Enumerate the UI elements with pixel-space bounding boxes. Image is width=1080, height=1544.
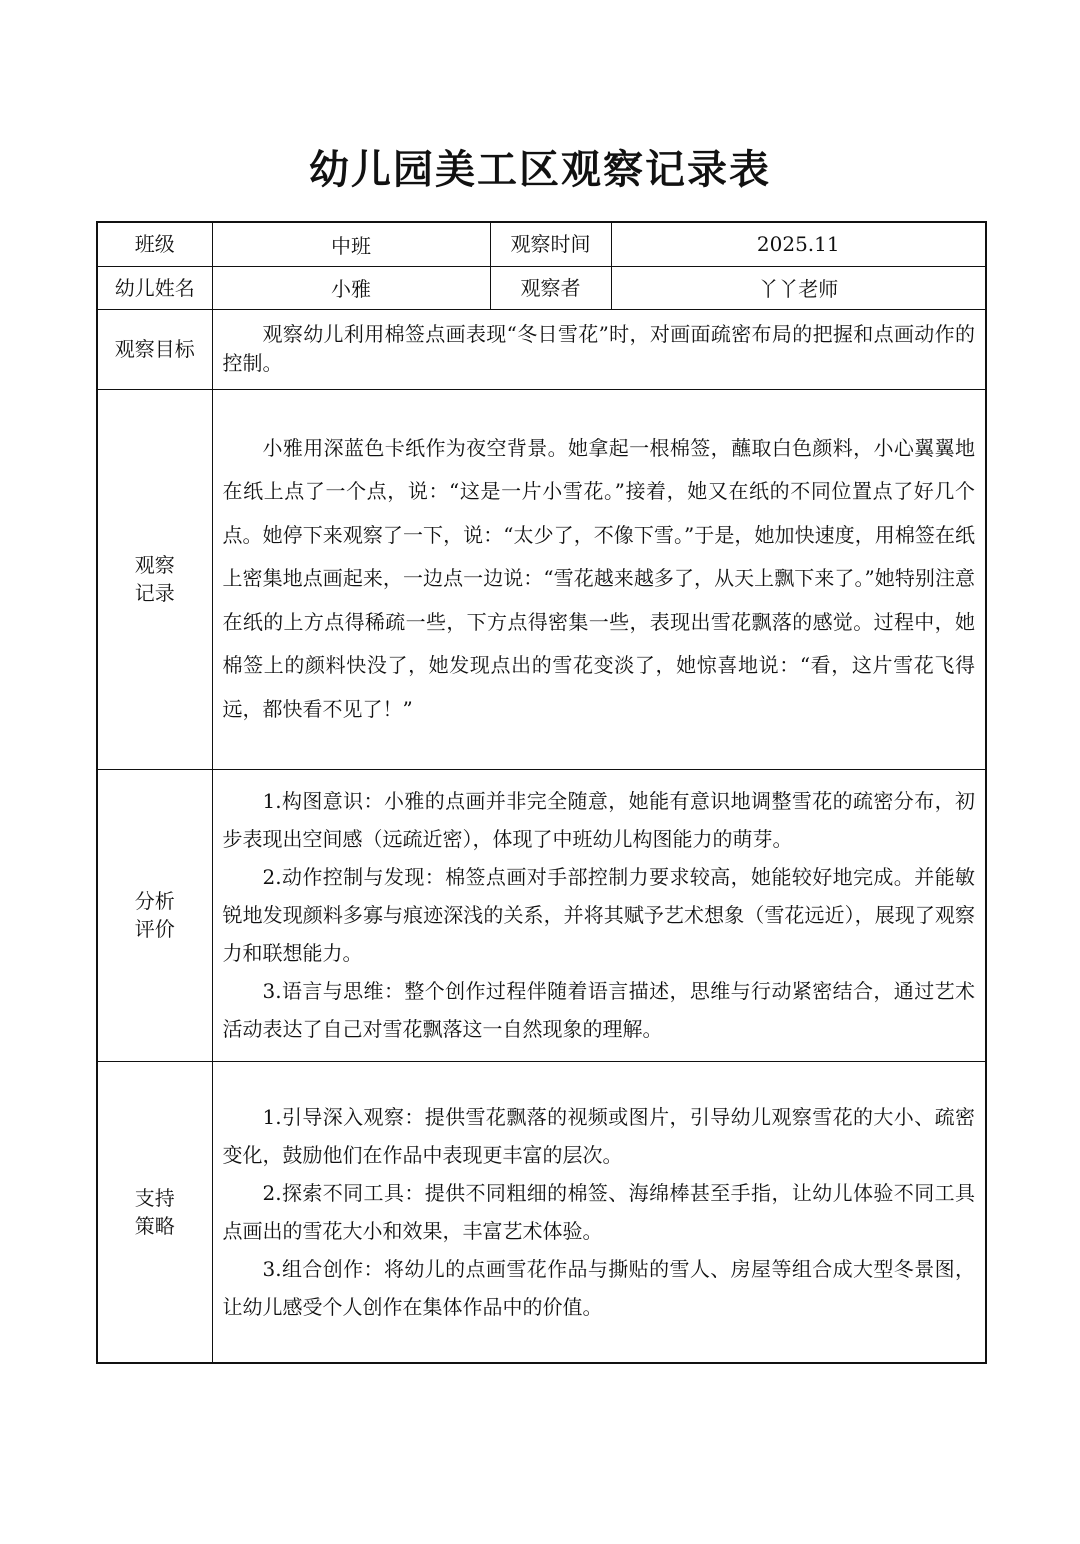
observer-value: 丫丫老师 [611,266,986,309]
class-value: 中班 [212,222,490,266]
support-item: 1.引导深入观察：提供雪花飘落的视频或图片，引导幼儿观察雪花的大小、疏密变化，鼓励他们在作品中表现更丰富的层次。 [222,1104,975,1167]
analysis-label-line-1: 分析 [134,889,175,913]
analysis-item: 1.构图意识：小雅的点画并非完全随意，她能有意识地调整雪花的疏密分布，初步表现出空间感（远疏近密），体现了中班幼儿构图能力的萌芽。 [222,789,975,851]
table-row-name [97,266,986,309]
support-label [97,1061,212,1363]
record-label-line-2: 记录 [134,581,175,605]
record-text: 小雅用深蓝色卡纸作为夜空背景。她拿起一根棉签，蘸取白色颜料，小心翼翼地在纸上点了一个点，说：“这是一片小雪花。”接着，她又在纸的不同位置点了好几个点。她停下来观察了一下，说：“太少了，不像下雪。”于是，她加快速度，用棉签在纸上密集地点画起来，一边点一边说：“雪花越来越多了，从天上飘下来了。”她特别注意在纸的上方点得稀疏一些，下方点得密集一些，表现出雪花飘落的感觉。过程中，她棉签上的颜料快没了，她发现点出的雪花变淡了，她惊喜地说：“看，这片雪花飞得远，都快看不见了！” [222,435,975,721]
analysis-cell [212,769,986,1061]
analysis-label [97,769,212,1061]
child-name-label: 幼儿姓名 [97,266,212,309]
page-title: 幼儿园美工区观察记录表 [309,147,771,193]
record-label-line-1: 观察 [134,553,175,577]
table-row-class [97,222,986,266]
observation-record-table [96,221,987,1364]
time-value: 2025.11 [611,222,986,266]
support-label-line-2: 策略 [134,1213,175,1238]
observer-label: 观察者 [490,266,611,309]
time-label: 观察时间 [490,222,611,266]
analysis-label-line-2: 评价 [134,917,175,941]
child-name-value: 小雅 [212,266,490,309]
support-item: 3.组合创作：将幼儿的点画雪花作品与撕贴的雪人、房屋等组合成大型冬景图，让幼儿感受个人创作在集体作品中的价值。 [222,1256,975,1319]
goal-label: 观察目标 [97,309,212,389]
support-item: 2.探索不同工具：提供不同粗细的棉签、海绵棒甚至手指，让幼儿体验不同工具点画出的雪花大小和效果，丰富艺术体验。 [222,1180,975,1243]
table-row-goal [97,309,986,389]
support-label-line-1: 支持 [134,1185,175,1210]
table-row-record [97,389,986,769]
record-cell [212,389,986,769]
table-row-analysis [97,769,986,1061]
goal-text: 观察幼儿利用棉签点画表现“冬日雪花”时，对画面疏密布局的把握和点画动作的控制。 [222,322,975,375]
record-label [97,389,212,769]
table-row-support [97,1061,986,1363]
class-label: 班级 [97,222,212,266]
support-cell [212,1061,986,1363]
analysis-item: 3.语言与思维：整个创作过程伴随着语言描述，思维与行动紧密结合，通过艺术活动表达了自己对雪花飘落这一自然现象的理解。 [222,979,975,1041]
goal-cell [212,309,986,389]
analysis-item: 2.动作控制与发现：棉签点画对手部控制力要求较高，她能较好地完成。并能敏锐地发现颜料多寡与痕迹深浅的关系，并将其赋予艺术想象（雪花远近），展现了观察力和联想能力。 [222,865,975,965]
